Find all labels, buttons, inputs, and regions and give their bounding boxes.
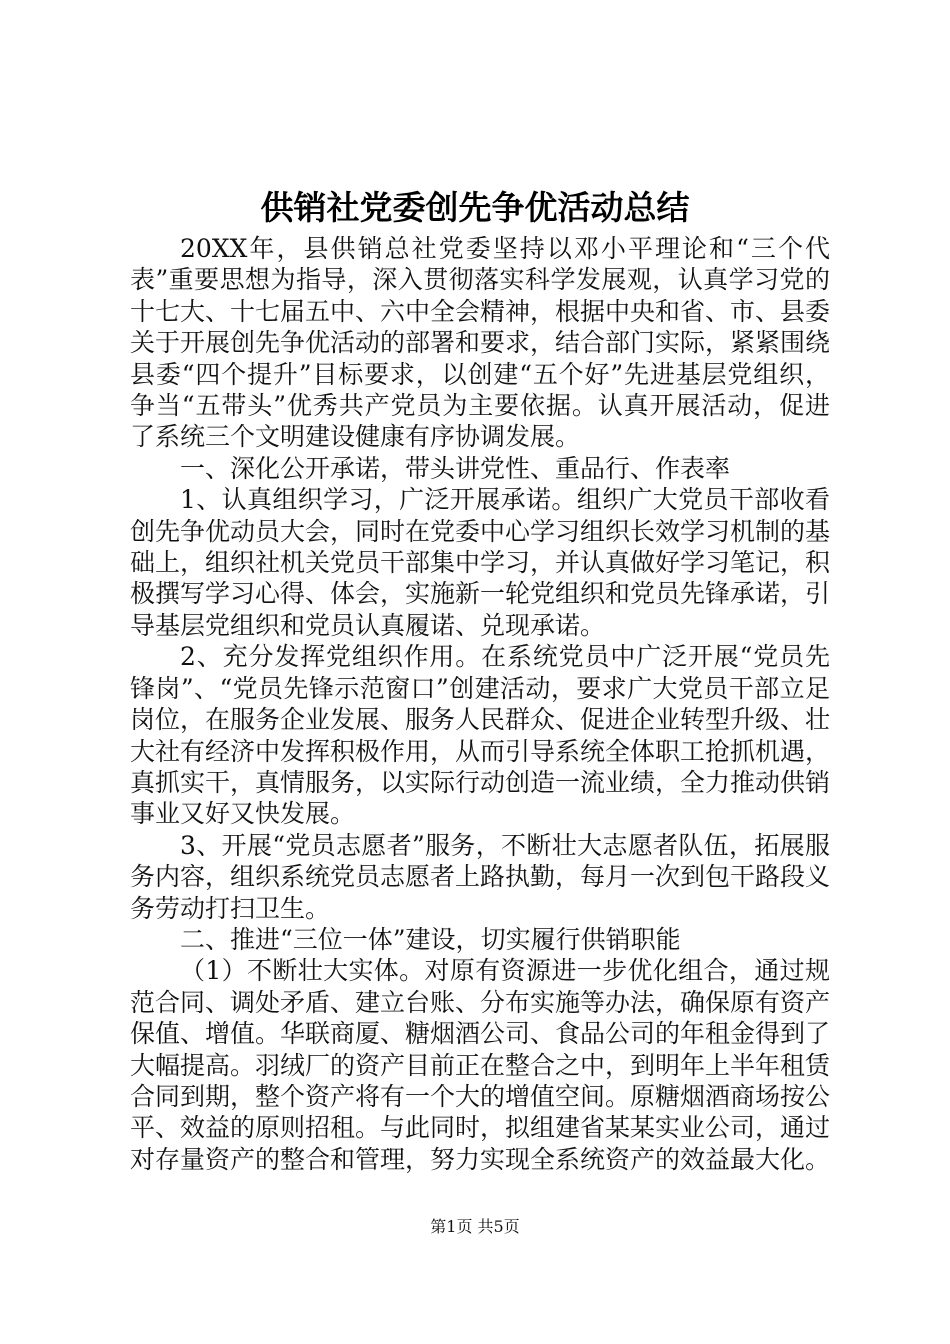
paragraph-item-3: 3、开展“党员志愿者”服务，不断壮大志愿者队伍，拓展服务内容，组织系统党员志愿者上路执勤，每月一次到包干路段义务劳动打扫卫生。 xyxy=(130,830,831,923)
document-title: 供销社党委创先争优活动总结 xyxy=(260,188,690,227)
paragraph-subitem-1: （1）不断壮大实体。对原有资源进一步优化组合，通过规范合同、调处矛盾、建立台账、分布实施等办法，确保原有资产保值、增值。华联商厦、糖烟酒公司、食品公司的年租金得到了大幅提高。羽绒厂的资产目前正在整合之中，到明年上半年租赁合同到期，整个资产将有一个大的增值空间。原糖烟酒商场按公平、效益的原则招租。与此同时，拟组建省某某实业公司，通过对存量资产的整合和管理，努力实现全系统资产的效益最大化。 xyxy=(130,956,831,1174)
page-footer: 第1页 共5页 xyxy=(430,1217,520,1236)
section-heading-2: 二、推进“三位一体”建设，切实履行供销职能 xyxy=(180,924,681,954)
document-body xyxy=(130,233,830,1175)
paragraph-item-2: 2、充分发挥党组织作用。在系统党员中广泛开展“党员先锋岗”、“党员先锋示范窗口”创建活动，要求广大党员干部立足岗位，在服务企业发展、服务人民群众、促进企业转型升级、壮大社有经济中发挥积极作用，从而引导系统全体职工抢抓机遇，真抓实干，真情服务，以实际行动创造一流业绩，全力推动供销事业又好又快发展。 xyxy=(130,642,831,829)
section-heading-1: 一、深化公开承诺，带头讲党性、重品行、作表率 xyxy=(180,453,731,483)
paragraph-intro: 20XX年，县供销总社党委坚持以邓小平理论和“三个代表”重要思想为指导，深入贯彻落实科学发展观，认真学习党的十七大、十七届五中、六中全会精神，根据中央和省、市、县委关于开展创先争优活动的部署和要求，结合部门实际，紧紧围绕县委“四个提升”目标要求，以创建“五个好”先进基层党组织，争当“五带头”优秀共产党员为主要依据。认真开展活动，促进了系统三个文明建设健康有序协调发展。 xyxy=(130,234,831,452)
paragraph-item-1: 1、认真组织学习，广泛开展承诺。组织广大党员干部收看创先争优动员大会，同时在党委中心学习组织长效学习机制的基础上，组织社机关党员干部集中学习，并认真做好学习笔记，积极撰写学习心得、体会，实施新一轮党组织和党员先锋承诺，引导基层党组织和党员认真履诺、兑现承诺。 xyxy=(130,485,831,640)
